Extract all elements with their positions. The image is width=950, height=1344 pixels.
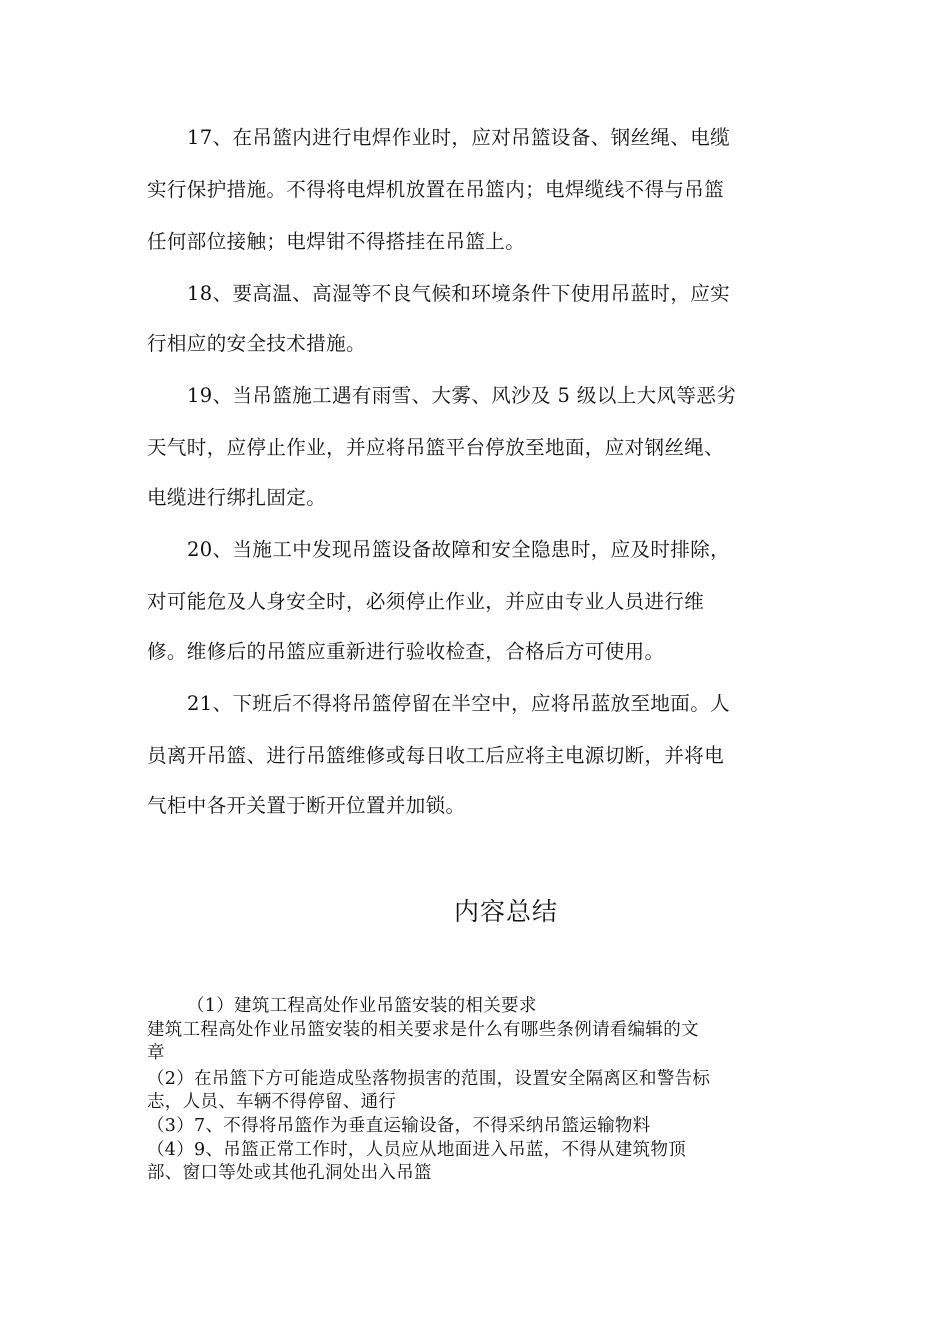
summary-line-7: （4）9、吊篮正常工作时，人员应从地面进入吊蓝，不得从建筑物顶 [147,1140,687,1160]
paragraph-17-line-1: 17、在吊篮内进行电焊作业时，应对吊篮设备、钢丝绳、电缆 [187,126,731,149]
paragraph-18-line-1: 18、要高温、高湿等不良气候和环境条件下使用吊蓝时，应实 [187,282,731,305]
summary-heading: 内容总结 [453,897,558,926]
paragraph-18-line-2: 行相应的安全技术措施。 [147,332,366,355]
summary-line-3: 章 [147,1043,165,1063]
summary-line-2: 建筑工程高处作业吊篮安装的相关要求是什么有哪些条例请看编辑的文 [147,1020,699,1040]
paragraph-20-line-2: 对可能危及人身安全时，必须停止作业，并应由专业人员进行维 [147,590,705,613]
summary-line-4: （2）在吊篮下方可能造成坠落物损害的范围，设置安全隔离区和警告标 [147,1069,711,1089]
paragraph-21-line-3: 气柜中各开关置于断开位置并加锁。 [147,794,466,817]
summary-line-6: （3）7、不得将吊篮作为垂直运输设备，不得采纳吊篮运输物料 [147,1116,651,1136]
paragraph-19-line-1: 19、当吊篮施工遇有雨雪、大雾、风沙及 5 级以上大风等恶劣 [187,384,737,407]
summary-line-1: （1）建筑工程高处作业吊篮安装的相关要求 [187,996,537,1016]
paragraph-20-line-3: 修。维修后的吊篮应重新进行验收检查，合格后方可使用。 [147,640,665,663]
summary-line-5: 志，人员、车辆不得停留、通行 [147,1092,397,1112]
paragraph-17-line-2: 实行保护措施。不得将电焊机放置在吊篮内；电焊缆线不得与吊篮 [147,178,725,201]
paragraph-17-line-3: 任何部位接触；电焊钳不得搭挂在吊篮上。 [147,230,526,253]
paragraph-20-line-1: 20、当施工中发现吊篮设备故障和安全隐患时，应及时排除， [187,538,731,561]
paragraph-19-line-3: 电缆进行绑扎固定。 [147,486,327,509]
paragraph-19-line-2: 天气时，应停止作业，并应将吊篮平台停放至地面，应对钢丝绳、 [147,436,725,459]
summary-line-8: 部、窗口等处或其他孔洞处出入吊篮 [147,1163,432,1183]
paragraph-21-line-2: 员离开吊篮、进行吊篮维修或每日收工后应将主电源切断，并将电 [147,744,725,767]
paragraph-21-line-1: 21、下班后不得将吊篮停留在半空中，应将吊蓝放至地面。人 [187,692,731,715]
